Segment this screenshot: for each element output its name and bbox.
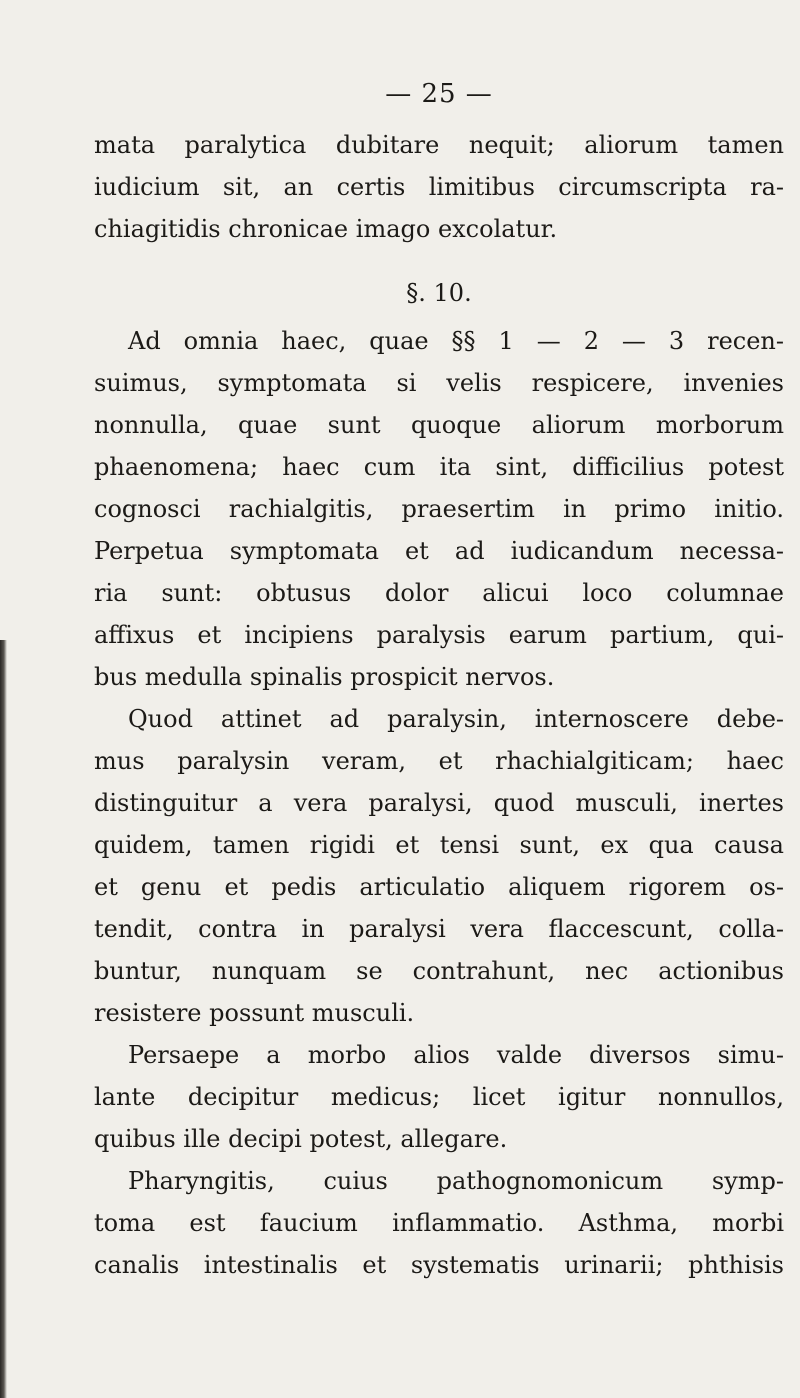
- text-line: Ad omnia haec, quae §§ 1 — 2 — 3 recen-: [128, 327, 784, 355]
- text-line: quibus ille decipi potest, allegare.: [94, 1125, 508, 1153]
- text-line: tendit, contra in paralysi vera flaccescunt, colla-: [94, 915, 784, 943]
- text-line: toma est faucium inflammatio. Asthma, morbi: [94, 1209, 784, 1237]
- paragraph-pharyngitis: [94, 1160, 784, 1286]
- book-page: [94, 74, 784, 1286]
- text-line: iudicium sit, an certis limitibus circumscripta ra-: [94, 173, 784, 201]
- text-line: Perpetua symptomata et ad iudicandum necessa-: [94, 537, 784, 565]
- paragraph-simulation: [94, 1034, 784, 1160]
- section-heading: §. 10.: [406, 279, 472, 307]
- text-line: mus paralysin veram, et rhachialgiticam; haec: [94, 747, 784, 775]
- text-line: suimus, symptomata si velis respicere, invenies: [94, 369, 784, 397]
- page-number: — 25 —: [385, 79, 493, 109]
- paragraph-continuation: [94, 124, 784, 250]
- text-line: chiagitidis chronicae imago excolatur.: [94, 215, 558, 243]
- text-line: mata paralytica dubitare nequit; aliorum tamen: [94, 131, 784, 159]
- text-line: Pharyngitis, cuius pathognomonicum symp-: [128, 1167, 784, 1195]
- text-line: canalis intestinalis et systematis urinarii; phthisis: [94, 1251, 784, 1279]
- paragraph-symptoms: [94, 320, 784, 698]
- text-line: distinguitur a vera paralysi, quod musculi, inertes: [94, 789, 784, 817]
- text-line: Persaepe a morbo alios valde diversos simu-: [128, 1041, 784, 1069]
- text-line: Quod attinet ad paralysin, internoscere debe-: [128, 705, 784, 733]
- text-line: cognosci rachialgitis, praesertim in primo initio.: [94, 495, 784, 523]
- paragraph-paralysis: [94, 698, 784, 1034]
- text-line: buntur, nunquam se contrahunt, nec actionibus: [94, 957, 784, 985]
- text-line: ria sunt: obtusus dolor alicui loco columnae: [94, 579, 784, 607]
- page-binding-edge: [0, 640, 7, 1398]
- text-line: resistere possunt musculi.: [94, 999, 415, 1027]
- text-line: quidem, tamen rigidi et tensi sunt, ex qua causa: [94, 831, 784, 859]
- text-line: affixus et incipiens paralysis earum partium, qui-: [94, 621, 784, 649]
- text-line: nonnulla, quae sunt quoque aliorum morborum: [94, 411, 784, 439]
- text-line: et genu et pedis articulatio aliquem rigorem os-: [94, 873, 784, 901]
- text-line: lante decipitur medicus; licet igitur nonnullos,: [94, 1083, 784, 1111]
- text-line: phaenomena; haec cum ita sint, difficilius potest: [94, 453, 784, 481]
- text-line: bus medulla spinalis prospicit nervos.: [94, 663, 555, 691]
